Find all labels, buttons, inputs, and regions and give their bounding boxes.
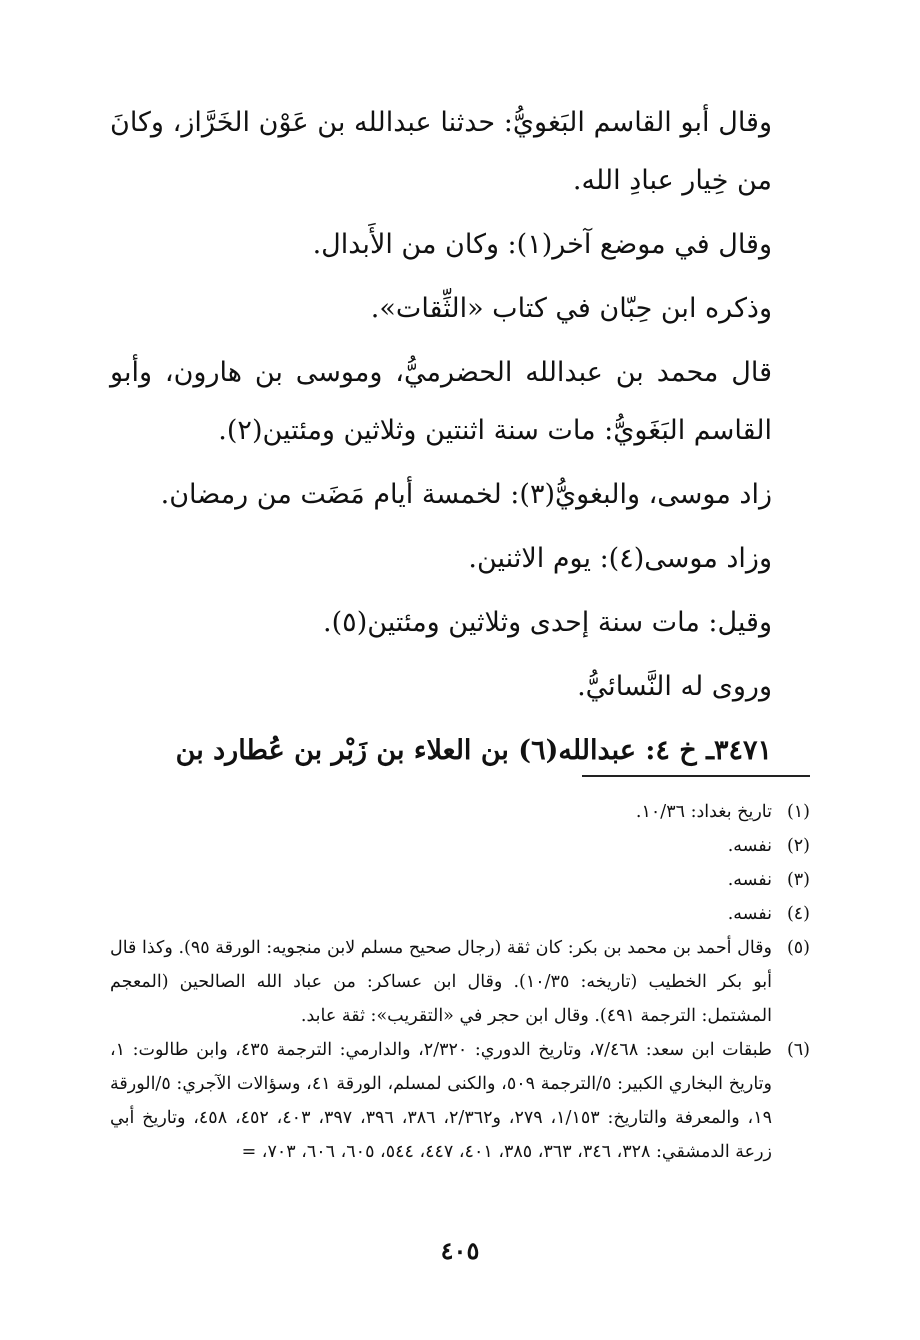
entry-heading (110, 722, 810, 780)
paragraph: قال محمد بن عبدالله الحضرميُّ، وموسى بن هارون، وأبو القاسم البَغَويُّ: مات سنة اثنتين وثلاثين ومئتين(٢). (110, 357, 772, 446)
footnotes (110, 795, 810, 1169)
footnote-number: (٤) (786, 904, 810, 924)
paragraph: وقال أبو القاسم البَغويُّ: حدثنا عبدالله بن عَوْن الخَرَّاز، وكانَ من خِيار عبادِ الله. (110, 107, 772, 196)
footnote-number: (٦) (786, 1040, 810, 1060)
footnote-number: (١) (786, 802, 810, 822)
book-page (110, 0, 810, 1340)
main-text (110, 94, 810, 780)
paragraph: وروى له النَّسائيُّ. (577, 671, 772, 702)
paragraph: وذكره ابن حِبّان في كتاب «الثِّقات». (370, 293, 772, 324)
footnote (110, 1033, 810, 1169)
footnote (110, 795, 810, 829)
paragraph: وقيل: مات سنة إحدى وثلاثين ومئتين(٥). (323, 607, 772, 638)
footnote-text: نفسه. (727, 870, 772, 890)
footnote (110, 931, 810, 1033)
paragraph: وزاد موسى(٤): يوم الاثنين. (468, 543, 772, 574)
footnote-text: تاريخ بغداد: ١٠/٣٦. (635, 802, 772, 822)
page-number: ٤٠٥ (440, 1236, 480, 1265)
footnote-number: (٥) (786, 938, 810, 958)
entry-number: ٣٤٧١ـ خ ٤: (645, 735, 772, 766)
footnote-number: (٢) (786, 836, 810, 856)
footnote-text: طبقات ابن سعد: ٧/٤٦٨، وتاريخ الدوري: ٢/٣٢٠، والدارمي: الترجمة ٤٣٥، وابن طالوت: ١، وتاريخ البخاري الكبير: ٥/الترجمة ٥٠٩، والكنى لمسلم، الورقة ٤١، وسؤالات الآجري: ٥/الورقة ١٩، والمعرفة والتاريخ: ١/١٥٣، ٢٧٩، و٢/٣٦٢، ٣٨٦، ٣٩٦، ٣٩٧، ٤٠٣، ٤٥٢، ٤٥٨، وتاريخ أبي زرعة الدمشقي: ٣٢٨، ٣٤٦، ٣٦٣، ٣٨٥، ٤٠١، ٤٤٧، ٥٤٤، ٦٠٥، ٦٠٦، ٧٠٣، = (110, 1040, 772, 1162)
footnote-divider (582, 775, 810, 777)
footnote-text: نفسه. (727, 836, 772, 856)
footnote-number: (٣) (786, 870, 810, 890)
paragraph: وقال في موضع آخر(١): وكان من الأَبدال. (312, 229, 772, 260)
paragraph: زاد موسى، والبغويُّ(٣): لخمسة أيام مَضَت من رمضان. (160, 479, 772, 510)
footnote (110, 897, 810, 931)
footnote (110, 829, 810, 863)
footnote (110, 863, 810, 897)
footnote-text: نفسه. (727, 904, 772, 924)
footnote-text: وقال أحمد بن محمد بن بكر: كان ثقة (رجال صحيح مسلم لابن منجويه: الورقة ٩٥). وكذا قال أبو بكر الخطيب (تاريخه: ١٠/٣٥). وقال ابن عساكر: من عباد الله الصالحين (المعجم المشتمل: الترجمة ٤٩١). وقال ابن حجر في «التقريب»: ثقة عابد. (110, 938, 772, 1026)
entry-text: عبدالله(٦) بن العلاء بن زَبْر بن عُطارد بن (175, 735, 636, 766)
